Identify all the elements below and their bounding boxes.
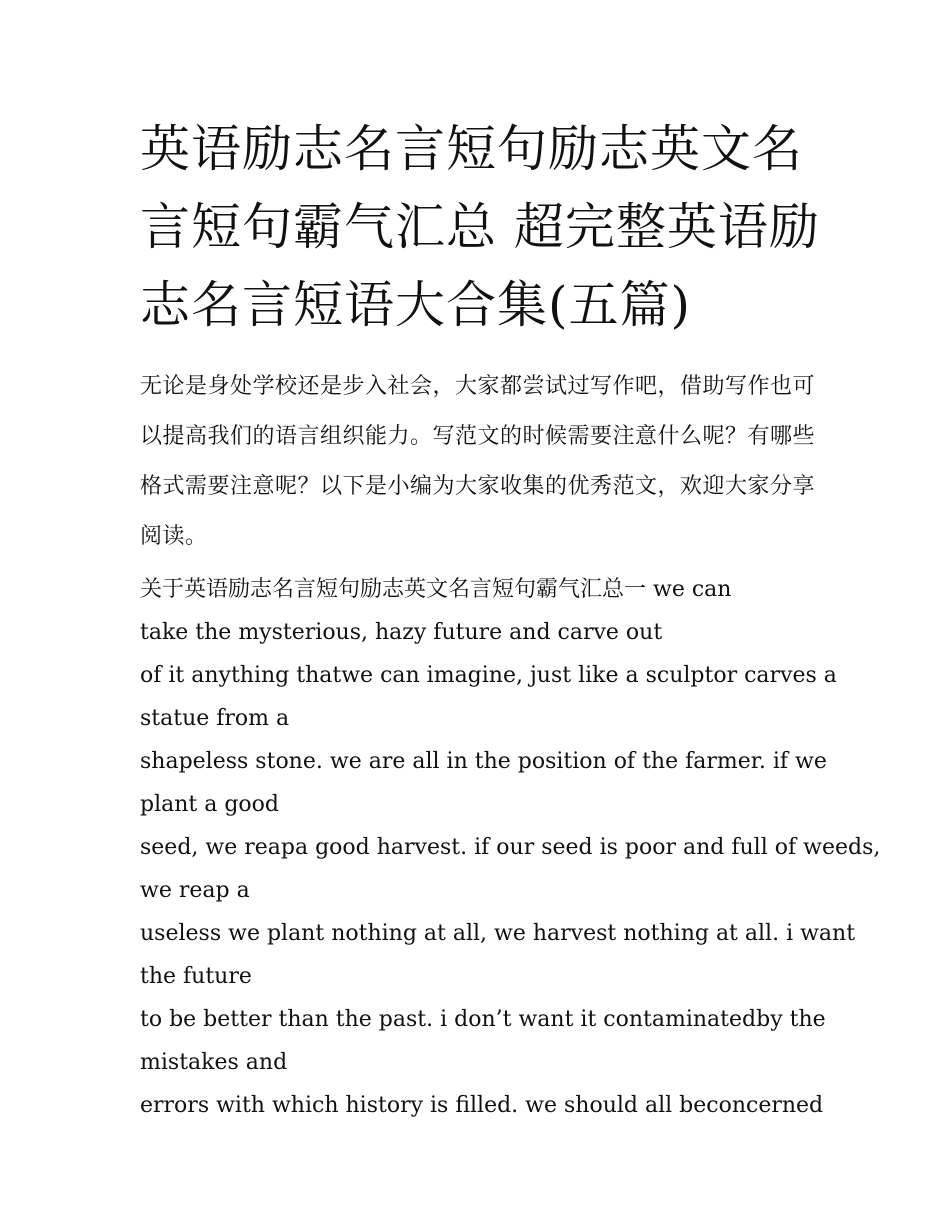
body-line: of it anything thatwe can imagine, just like a sculptor carves a: [140, 663, 837, 688]
body-line: seed, we reapa good harvest. if our seed is poor and full of weeds,: [140, 835, 881, 860]
document-page: [140, 110, 881, 1127]
body-line: to be better than the past. i don’t want it contaminatedby the: [140, 1007, 826, 1032]
body-line: useless we plant nothing at all, we harvest nothing at all. i want: [140, 921, 856, 946]
body-line: the future: [140, 964, 252, 989]
body-line: plant a good: [140, 792, 280, 817]
intro-paragraph: 无论是身处学校还是步入社会，大家都尝试过写作吧，借助写作也可以提高我们的语言组织能力。写范文的时候需要注意什么呢？有哪些格式需要注意呢？以下是小编为大家收集的优秀范文，欢迎大家分享阅读。: [140, 374, 816, 549]
body-line: 关于英语励志名言短句励志英文名言短句霸气汇总一 we can: [140, 577, 732, 602]
body-line: shapeless stone. we are all in the position of the farmer. if we: [140, 749, 827, 774]
body-line: errors with which history is filled. we should all beconcerned: [140, 1093, 824, 1118]
body-text: [140, 568, 881, 1127]
body-line: we reap a: [140, 878, 250, 903]
body-line: take the mysterious, hazy future and carve out: [140, 620, 663, 645]
body-line: statue from a: [140, 706, 290, 731]
document-title: 英语励志名言短句励志英文名言短句霸气汇总 超完整英语励志名言短语大合集(五篇): [140, 120, 820, 334]
body-line: mistakes and: [140, 1050, 288, 1075]
